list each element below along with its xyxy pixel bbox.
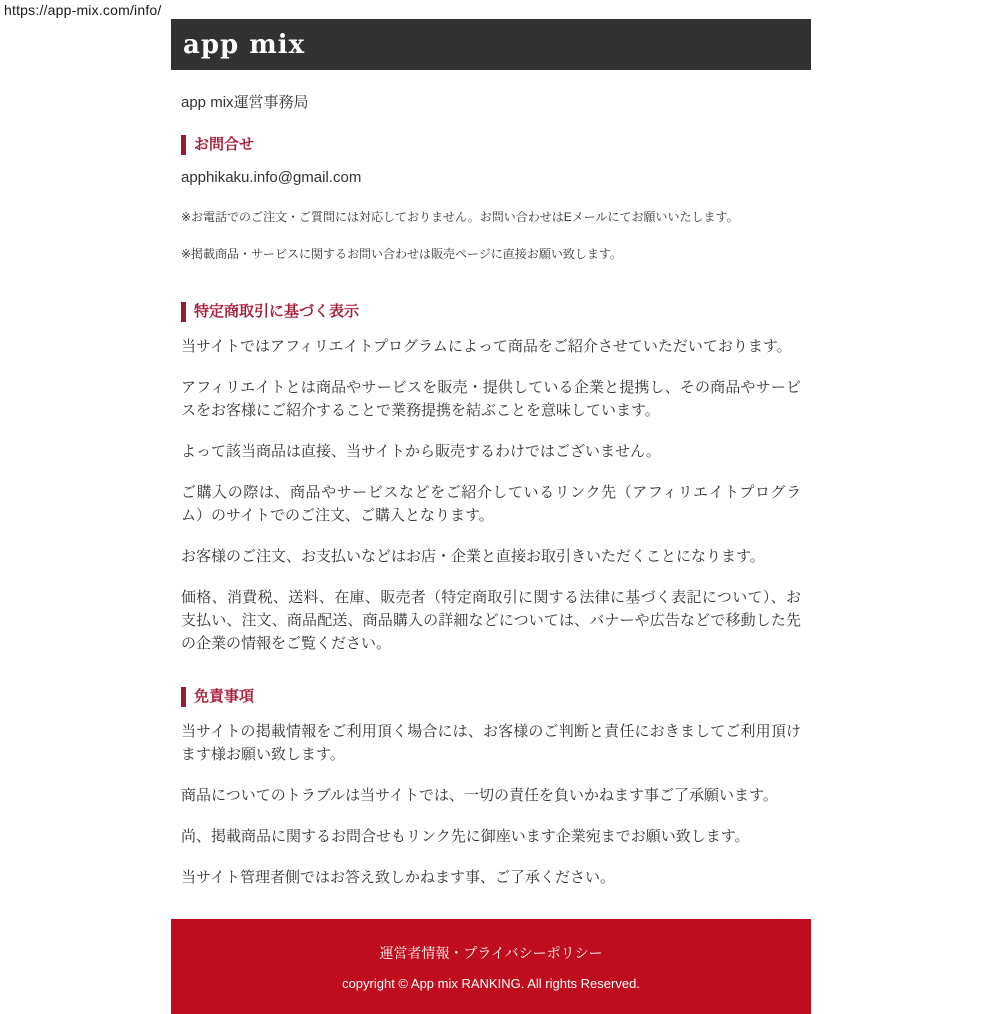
section-disclosure — [181, 302, 801, 655]
disclaimer-paragraph: 尚、掲載商品に関するお問合せもリンク先に御座います企業宛までお願い致します。 — [181, 828, 750, 845]
footer-privacy-policy-link[interactable]: 運営者情報・プライバシーポリシー — [379, 945, 603, 961]
contact-email: apphikaku.info@gmail.com — [181, 169, 362, 186]
section-contact — [181, 135, 801, 262]
contact-note: ※お電話でのご注文・ご質問には対応しておりません。お問い合わせはEメールにてお願いいたします。 — [181, 210, 739, 224]
disclosure-paragraph: 当サイトではアフィリエイトプログラムによって商品をご紹介させていただいております。 — [181, 338, 792, 355]
main-content — [171, 92, 811, 889]
disclosure-paragraph: 価格、消費税、送料、在庫、販売者（特定商取引に関する法律に基づく表記について）、お支払い、注文、商品配送、商品購入の詳細などについては、バナーや広告などで移動した先の企業の情報をご覧ください。 — [181, 589, 801, 652]
disclosure-paragraph: お客様のご注文、お支払いなどはお店・企業と直接お取引きいただくことになります。 — [181, 548, 765, 565]
disclosure-paragraph: よって該当商品は直接、当サイトから販売するわけではございません。 — [181, 443, 661, 460]
site-header — [171, 19, 811, 70]
footer-copyright: copyright © App mix RANKING. All rights Reserved. — [342, 976, 640, 991]
site-footer — [171, 919, 811, 1014]
contact-note: ※掲載商品・サービスに関するお問い合わせは販売ページに直接お願い致します。 — [181, 247, 622, 261]
disclaimer-paragraph: 商品についてのトラブルは当サイトでは、一切の責任を負いかねます事ご了承願います。 — [181, 787, 778, 804]
disclosure-paragraph: ご購入の際は、商品やサービスなどをご紹介しているリンク先（アフィリエイトプログラム）のサイトでのご注文、ご購入となります。 — [181, 484, 801, 524]
disclosure-heading: 特定商取引に基づく表示 — [181, 302, 801, 322]
disclaimer-heading: 免責事項 — [181, 687, 801, 707]
page-url-label: https://app-mix.com/info/ — [4, 2, 162, 18]
page-container — [171, 0, 811, 1014]
contact-heading: お問合せ — [181, 135, 801, 155]
site-logo: app mix — [183, 29, 306, 60]
section-disclaimer — [181, 687, 801, 889]
disclaimer-paragraph: 当サイトの掲載情報をご利用頂く場合には、お客様のご判断と責任におきましてご利用頂けます様お願い致します。 — [181, 723, 801, 763]
disclosure-paragraph: アフィリエイトとは商品やサービスを販売・提供している企業と提携し、その商品やサービスをお客様にご紹介することで業務提携を結ぶことを意味しています。 — [181, 379, 801, 419]
operator-name: app mix運営事務局 — [181, 94, 309, 111]
disclaimer-paragraph: 当サイト管理者側ではお答え致しかねます事、ご了承ください。 — [181, 869, 615, 886]
